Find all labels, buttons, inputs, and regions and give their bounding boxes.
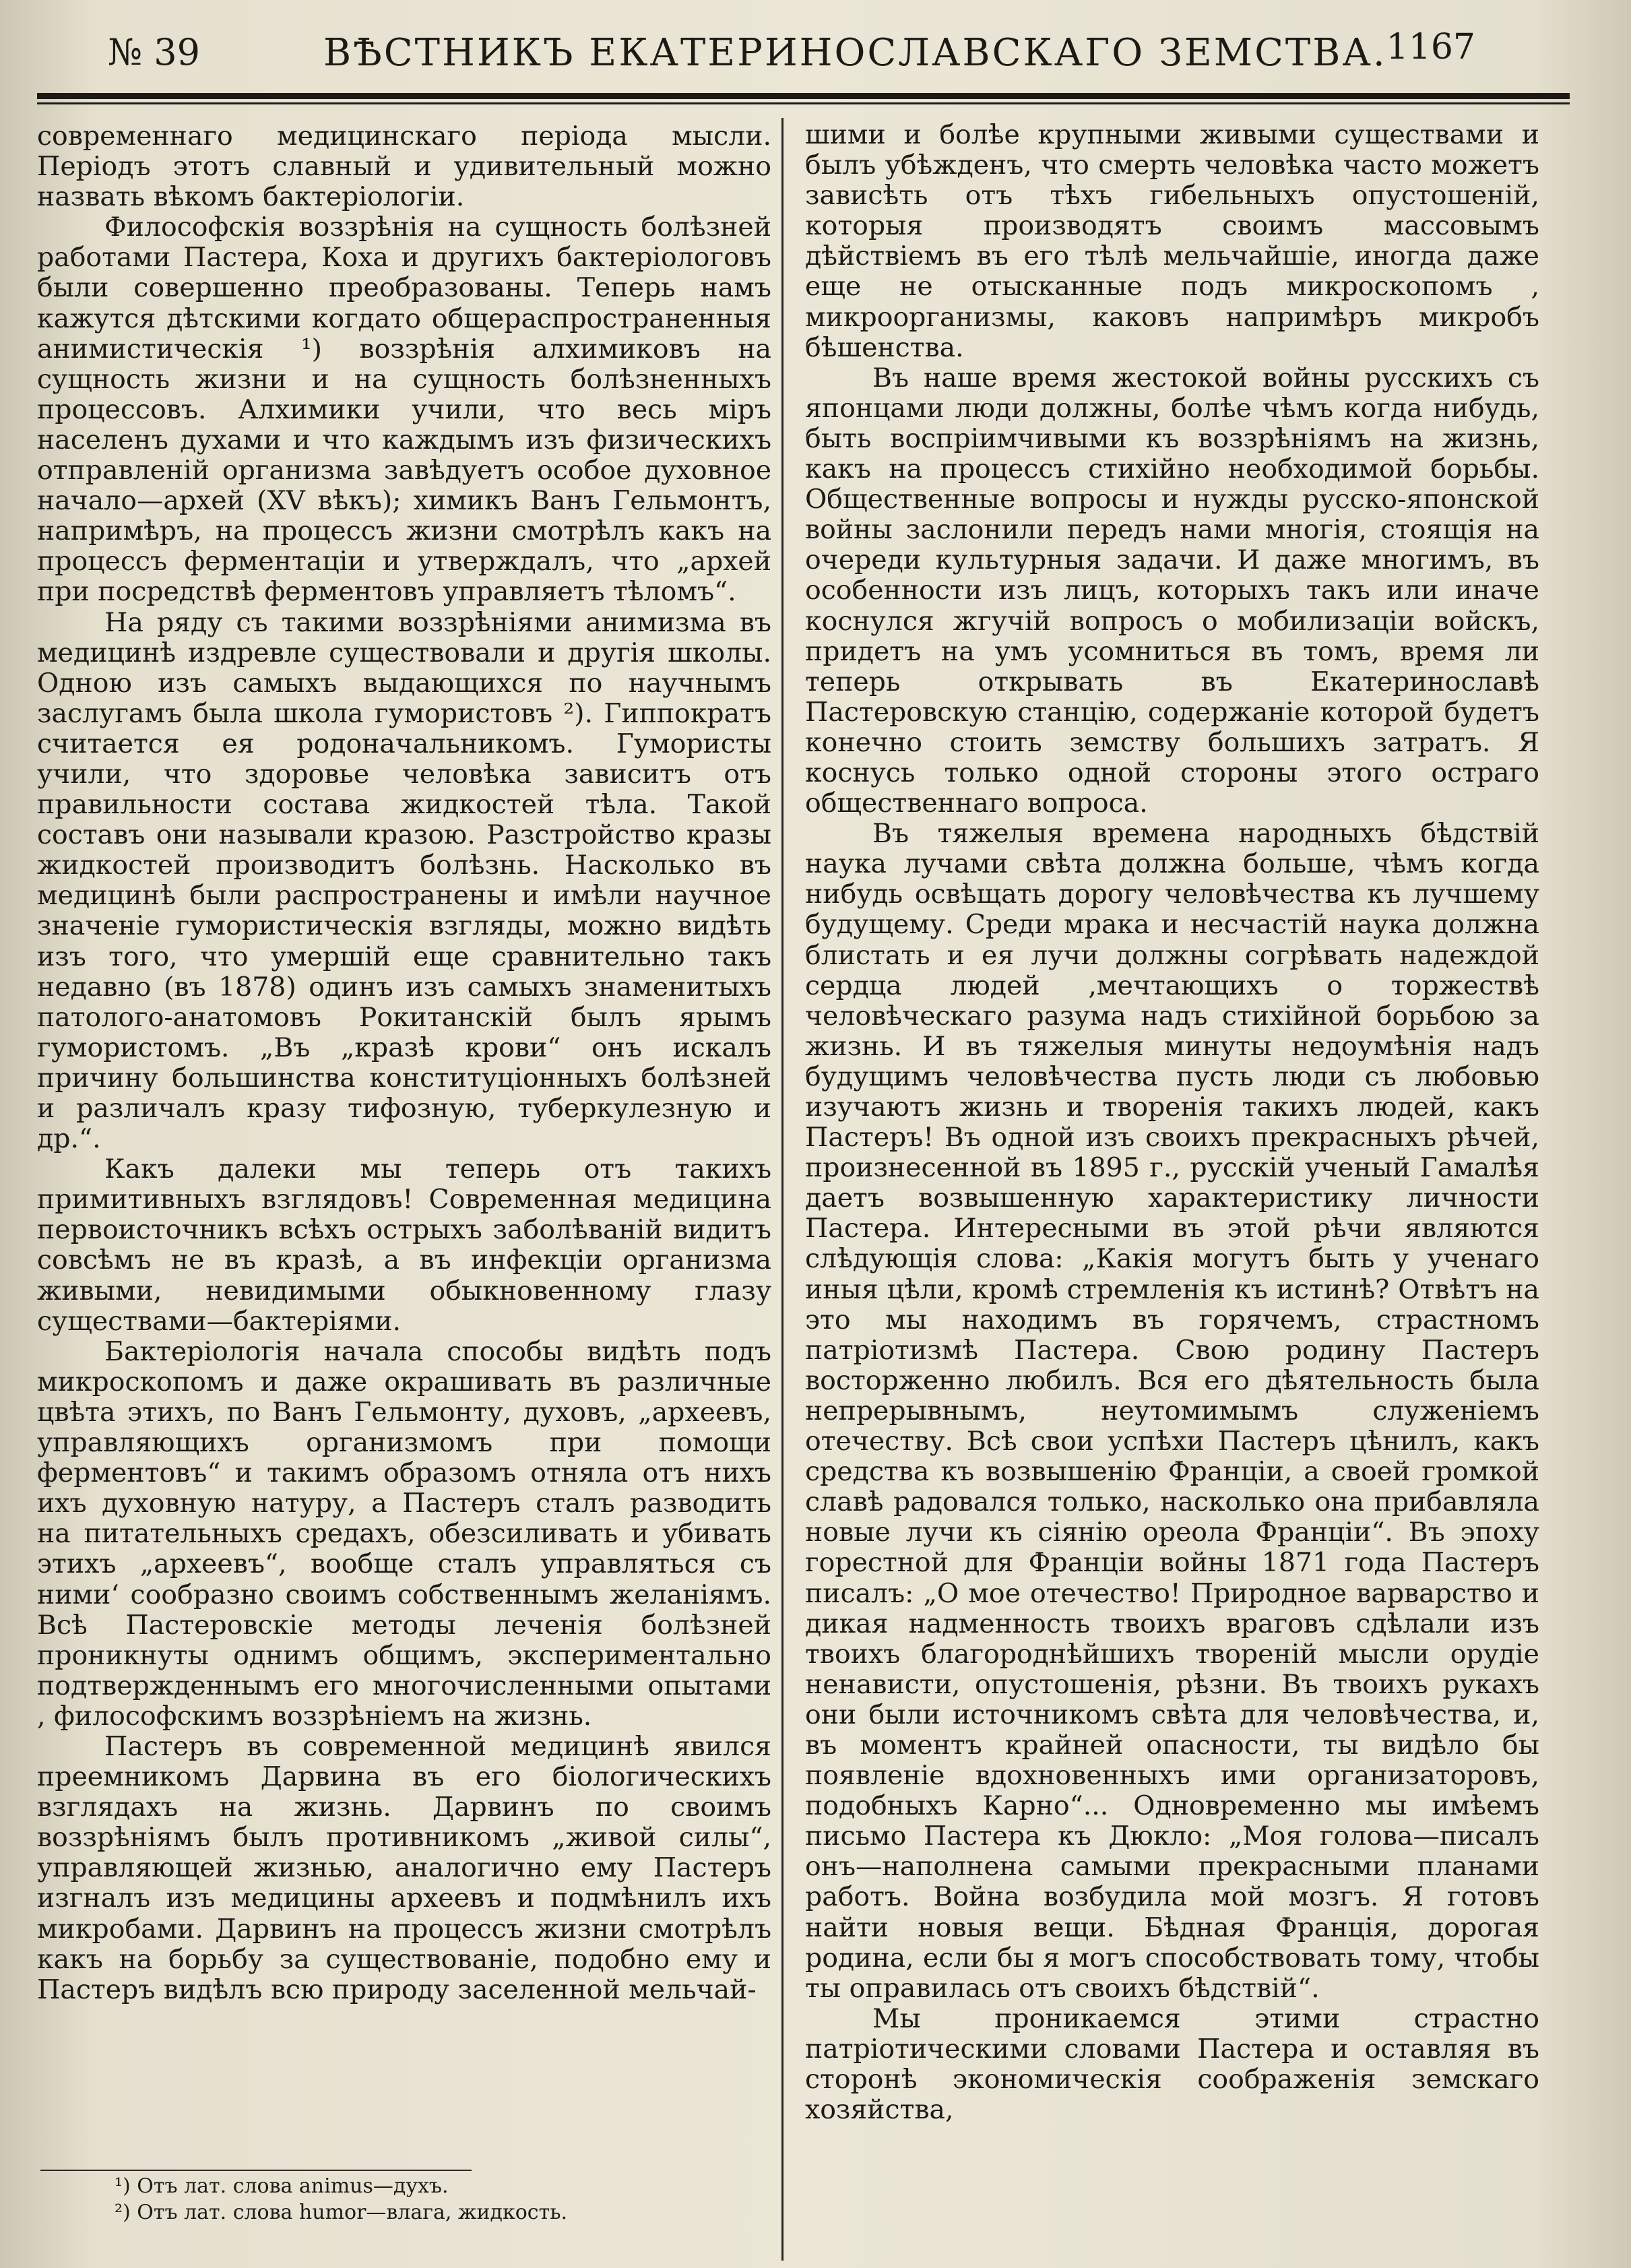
paragraph: Пастеръ въ современной медицинѣ явился преемникомъ Дарвина въ его біологическихъ взглядахъ на жизнь. Дарвинъ по своимъ воззрѣніямъ былъ противникомъ „живой силы“, управляющей жизнью, аналогично ему Пастеръ изгналъ изъ медицины археевъ и подмѣнилъ ихъ микробами. Дарвинъ на процессъ жизни смотрѣлъ какъ на борьбу за существованіе, подобно ему и Пастеръ видѣлъ всю природу заселенной мельчай- bbox=[37, 1730, 771, 2005]
paragraph: современнаго медицинскаго періода мысли. Періодъ этотъ славный и удивительный можно назвать вѣкомъ бактеріологіи. bbox=[37, 121, 771, 213]
footnote: ¹) Отъ лат. слова animus—духъ. bbox=[115, 2174, 449, 2198]
paragraph: Философскія воззрѣнія на сущность болѣзней работами Пастера, Коха и другихъ бактеріологовъ были совершенно преобразованы. Теперь намъ кажутся дѣтскими когдато общераспространенныя анимистическія ¹) воззрѣнія алхимиковъ на сущность жизни и на сущность болѣзненныхъ процессовъ. Алхимики учили, что весь міръ населенъ духами и что каждымъ изъ физическихъ отправленій организма завѣдуетъ особое духовное начало—архей (XV вѣкъ); химикъ Ванъ Гельмонтъ, напримѣръ, на процессъ жизни смотрѣлъ какъ на процессъ ферментаціи и утверждалъ, что „архей при посредствѣ ферментовъ управляетъ тѣломъ“. bbox=[37, 212, 771, 608]
paragraph: Какъ далеки мы теперь отъ такихъ примитивныхъ взглядовъ! Современная медицина первоисточникъ всѣхъ острыхъ заболѣваній видитъ совсѣмъ не въ кразѣ, а въ инфекціи организма живыми, невидимыми обыкновенному глазу существами—бактеріями. bbox=[37, 1154, 771, 1337]
footnote: ²) Отъ лат. слова humor—влага, жидкость. bbox=[115, 2201, 568, 2224]
header-rule-thick bbox=[37, 93, 1570, 99]
issue-number: № 39 bbox=[108, 31, 200, 73]
paragraph: Въ наше время жестокой войны русскихъ съ японцами люди должны, болѣе чѣмъ когда нибудь, быть воспріимчивыми къ воззрѣніямъ на жизнь, какъ на процессъ стихійно необходимой борьбы. Общественные вопросы и нужды русско-японской войны заслонили передъ нами многія, стоящія на очереди культурныя задачи. И даже многимъ, въ особенности изъ лицъ, которыхъ такъ или иначе коснулся жгучій вопросъ о мобилизаціи войскъ, придетъ на умъ усомниться въ томъ, время ли теперь открывать въ Екатеринославѣ Пастеровскую станцію, содержаніе которой будетъ конечно стоить земству большихъ затратъ. Я коснусь только одной стороны этого остраго общественнаго вопроса. bbox=[805, 362, 1539, 819]
paragraph: Въ тяжелыя времена народныхъ бѣдствій наука лучами свѣта должна больше, чѣмъ когда нибудь освѣщать дорогу человѣчества къ лучшему будущему. Среди мрака и несчастій наука должна блистать и ея лучи должны согрѣвать надеждой сердца людей ,мечтающихъ о торжествѣ человѣческаго разума надъ стихійной борьбою за жизнь. И въ тяжелыя минуты недоумѣнія надъ будущимъ человѣчества пусть люди съ любовью изучаютъ жизнь и творенія такихъ людей, какъ Пастеръ! Въ одной изъ своихъ прекрасныхъ рѣчей, произнесенной въ 1895 г., русскій ученый Гамалѣя даетъ возвышенную характеристику личности Пастера. Интересными въ этой рѣчи являются слѣдующія слова: „Какія могутъ быть у ученаго иныя цѣли, кромѣ стремленія къ истинѣ? Отвѣтъ на это мы находимъ въ горячемъ, страстномъ патріотизмѣ Пастера. Свою родину Пастеръ восторженно любилъ. Вся его дѣятельность была непрерывнымъ, неутомимымъ служеніемъ отечеству. Всѣ свои успѣхи Пастеръ цѣнилъ, какъ средства къ возвышенію Франціи, а своей громкой славѣ радовался только, насколько она прибавляла новые лучи къ сіянію ореола Франціи“. Въ эпоху горестной для Франціи войны 1871 года Пастеръ писалъ: „О мое отечество! Природное варварство и дикая надменность твоихъ враговъ сдѣлали изъ твоихъ благороднѣйшихъ твореній мысли орудіе ненависти, опустошенія, рѣзни. Въ твоихъ рукахъ они были источникомъ свѣта для человѣчества, и, въ моментъ крайней опасности, ты видѣло бы появленіе вдохновенныхъ ими организаторовъ, подобныхъ Карно“... Одновременно мы имѣемъ письмо Пастера къ Дюкло: „Моя голова—писалъ онъ—наполнена самыми прекрасными планами работъ. Война возбудила мой мозгъ. Я готовъ найти новыя вещи. Бѣдная Франція, дорогая родина, если бы я могъ способствовать тому, чтобы ты оправилась отъ своихъ бѣдствій“. bbox=[805, 818, 1539, 2004]
journal-title: ВѢСТНИКЪ ЕКАТЕРИНОСЛАВСКАГО ЗЕМСТВА. bbox=[323, 31, 1387, 75]
paragraph: На ряду съ такими воззрѣніями анимизма въ медицинѣ издревле существовали и другія школы. Одною изъ самыхъ выдающихся по научнымъ заслугамъ была школа гумористовъ ²). Гиппократъ считается ея родоначальникомъ. Гумористы учили, что здоровье человѣка зависитъ отъ правильности состава жидкостей тѣла. Такой составъ они называли кразою. Разстройство кразы жидкостей производитъ болѣзнь. Насколько въ медицинѣ были распространены и имѣли научное значеніе гумористическія взгляды, можно видѣть изъ того, что умершій еще сравнительно такъ недавно (въ 1878) одинъ изъ самыхъ знаменитыхъ патолого-анатомовъ Рокитанскій былъ ярымъ гумористомъ. „Въ „кразѣ крови“ онъ искалъ причину большинства конституціонныхъ болѣзней и различалъ кразу тифозную, туберкулезную и др.“. bbox=[37, 606, 771, 1155]
paragraph: шими и болѣе крупными живыми существами и былъ убѣжденъ, что смерть человѣка часто можетъ зависѣть отъ тѣхъ гибельныхъ опустошеній, которыя производятъ своимъ массовымъ дѣйствіемъ въ его тѣлѣ мельчайшіе, иногда даже еще не отысканные подъ микроскопомъ , микроорганизмы, каковъ напримѣръ микробъ бѣшенства. bbox=[805, 120, 1539, 363]
page-number: 1167 bbox=[1386, 27, 1475, 67]
paragraph: Бактеріологія начала способы видѣть подъ микроскопомъ и даже окрашивать въ различные цвѣта этихъ, по Ванъ Гельмонту, духовъ, „археевъ, управляющихъ организмомъ при помощи ферментовъ“ и такимъ образомъ отняла отъ нихъ ихъ духовную натуру, а Пастеръ сталъ разводить на питательныхъ средахъ, обезсиливать и убивать этихъ „археевъ“, вообще сталъ управляться съ ними‘ сообразно своимъ собственнымъ желаніямъ. Всѣ Пастеровскіе методы леченія болѣзней проникнуты однимъ общимъ, экспериментально подтвержденнымъ его многочисленными опытами , философскимъ воззрѣніемъ на жизнь. bbox=[37, 1335, 771, 1732]
header-rule-thin bbox=[37, 102, 1570, 104]
footnote-rule bbox=[40, 2170, 472, 2171]
column-divider bbox=[781, 118, 783, 2261]
paragraph: Мы проникаемся этими страстно патріотическими словами Пастера и оставляя въ сторонѣ экономическія соображенія земскаго хозяйства, bbox=[805, 2003, 1539, 2126]
page-header bbox=[101, 20, 1496, 88]
footnotes bbox=[40, 2173, 775, 2226]
left-column bbox=[37, 121, 771, 2136]
right-column bbox=[805, 120, 1539, 2135]
